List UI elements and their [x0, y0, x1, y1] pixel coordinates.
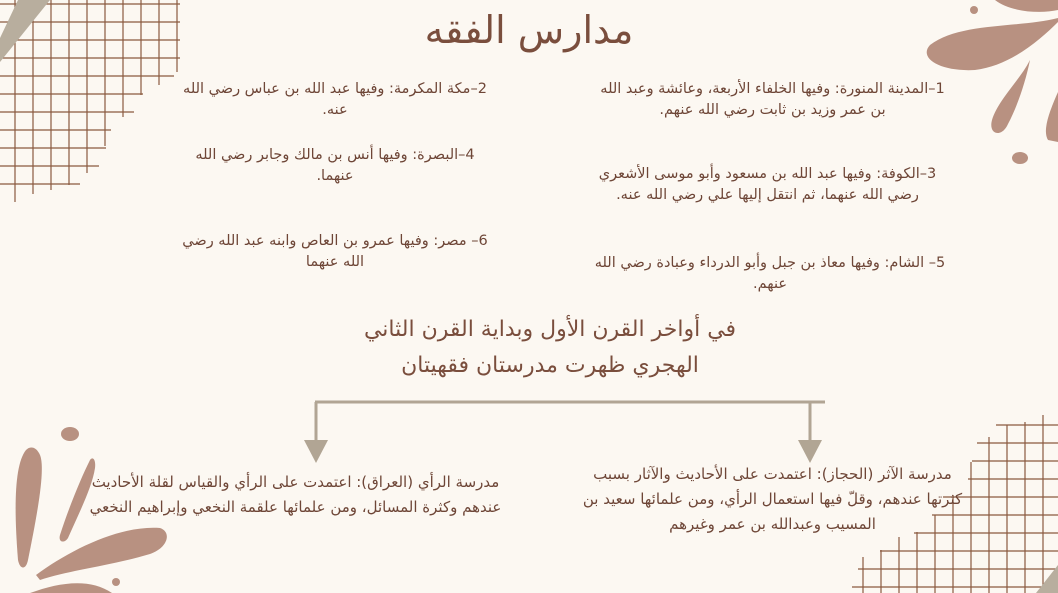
- school-athar: مدرسة الآثر (الحجاز): اعتمدت على الأحاديث والآثار بسبب كثرتها عندهم، وقلّ فيها استعمال الرأي، ومن علمائها سعيد بن المسيب وعبدالله بن عمر وغيرهم: [582, 465, 963, 533]
- headline-line-1: في أواخر القرن الأول وبداية القرن الثاني: [363, 317, 737, 342]
- city-item-3: 3–الكوفة: وفيها عبد الله بن مسعود وأبو موسى الأشعري رضي الله عنهما، ثم انتقل إليها علي رضي الله عنه.: [598, 166, 937, 203]
- arrow-down-right-icon: [798, 440, 822, 463]
- city-item-6: 6– مصر: وفيها عمرو بن العاص وابنه عبد الله رضي الله عنهما: [182, 233, 488, 270]
- city-item-2: 2–مكة المكرمة: وفيها عبد الله بن عباس رضي الله عنه.: [183, 81, 487, 118]
- page-title: مدارس الفقه: [424, 8, 634, 52]
- arrow-down-left-icon: [304, 440, 328, 463]
- headline: [330, 312, 770, 384]
- city-item-5: 5– الشام: وفيها معاذ بن جبل وأبو الدرداء وعبادة رضي الله عنهم.: [594, 255, 946, 292]
- school-ray: مدرسة الرأي (العراق): اعتمدت على الرأي والقياس لقلة الأحاديث عندهم وكثرة المسائل، ومن علمائها علقمة النخعي وإبراهيم النخعي: [89, 473, 502, 516]
- branch-connector: [300, 390, 840, 470]
- city-item-1: 1–المدينة المنورة: وفيها الخلفاء الأربعة، وعائشة وعبد الله بن عمر وزيد بن ثابت رضي الله عنهم.: [600, 81, 945, 118]
- city-item-4: 4–البصرة: وفيها أنس بن مالك وجابر رضي الله عنهما.: [195, 147, 475, 184]
- headline-line-2: الهجري ظهرت مدرستان فقهيتان: [401, 353, 699, 378]
